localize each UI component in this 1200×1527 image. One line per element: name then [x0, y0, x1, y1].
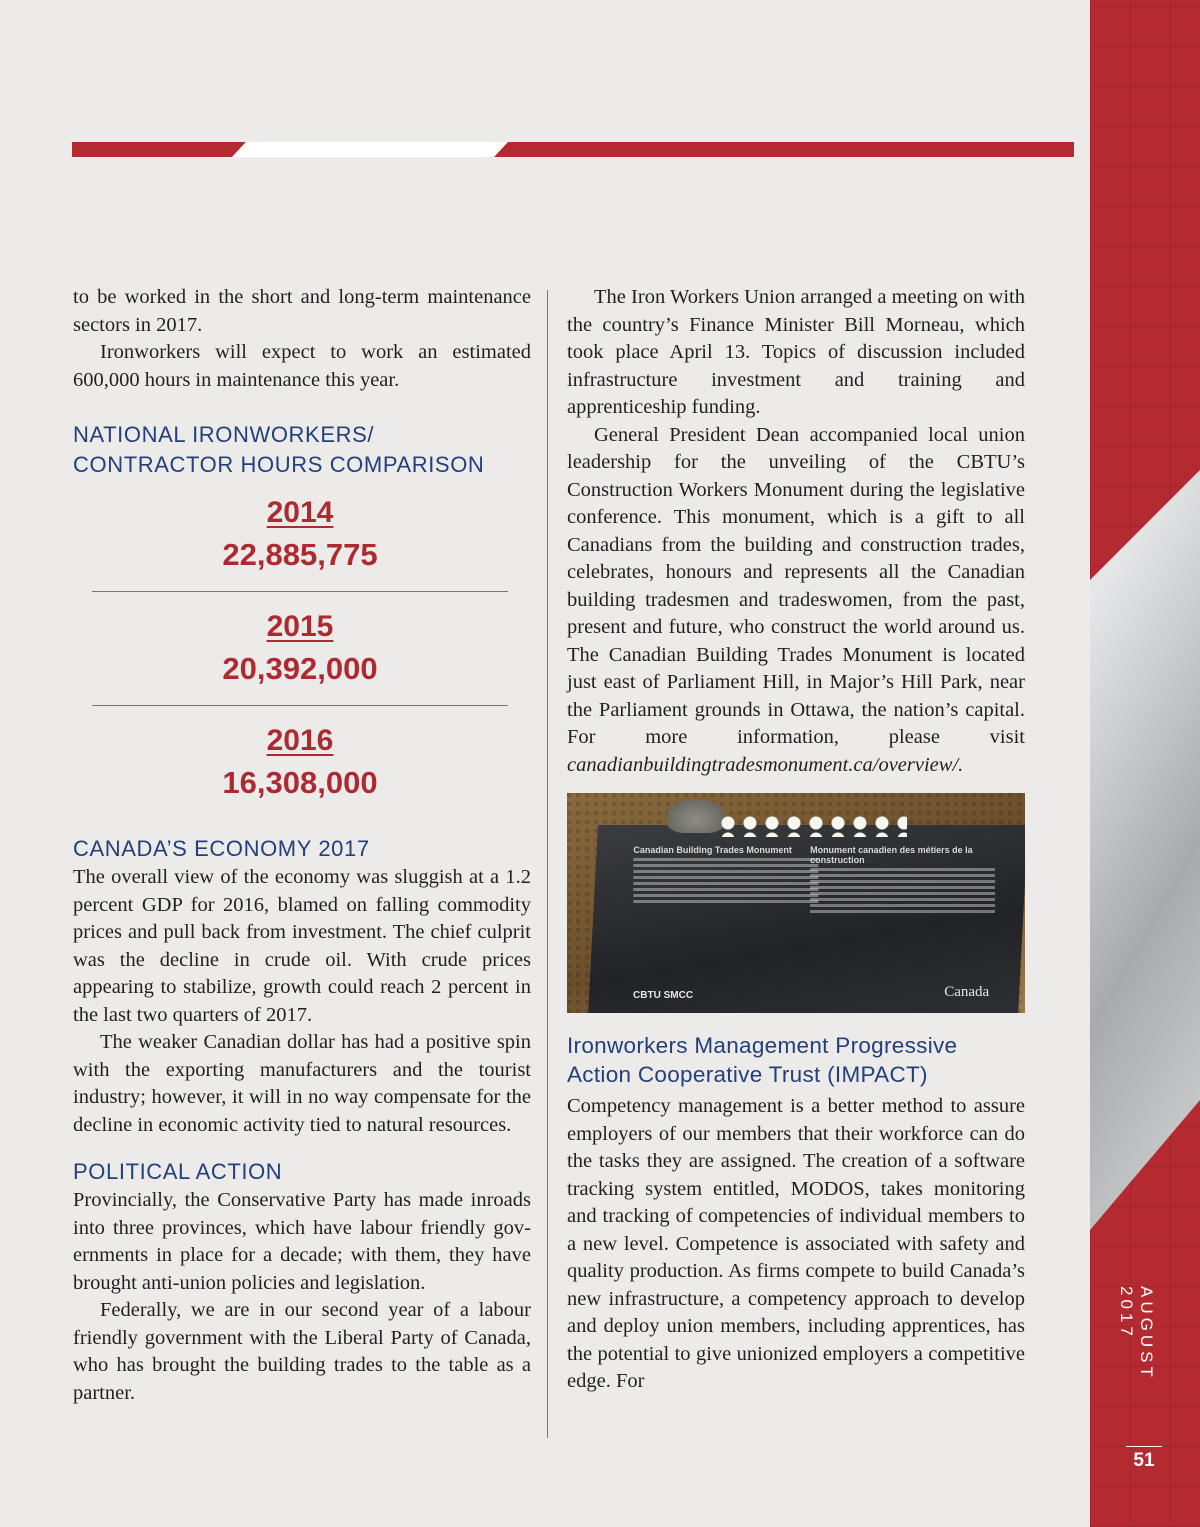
plaque-title: Monument canadien des métiers de la construction — [810, 845, 973, 865]
plaque-text-line — [810, 874, 995, 877]
plaque-text-french — [810, 845, 995, 916]
column-divider — [547, 290, 548, 1438]
page-number: 51 — [1133, 1450, 1155, 1471]
stat-block-2016 — [73, 720, 527, 804]
monument-link[interactable]: canadianbuildingtradesmonument.ca/overview/. — [567, 753, 964, 776]
plaque-text-line — [810, 910, 995, 913]
right-column — [567, 284, 1025, 1396]
economy-heading: CANADA’S ECONOMY 2017 — [73, 836, 370, 861]
stat-year: 2015 — [266, 610, 334, 643]
plaque-text-line — [633, 888, 818, 891]
plaque-text-line — [633, 876, 818, 879]
paragraph-text: General President Dean accompanied local union leadership for the unveiling of the CBTU’s Construction Workers Monument during the legislative conference. This monument, which is a gift to all Canadians from the building and construction trades, celebrates, honours and represents all the Canadian building tradesmen and tradeswomen, from the past, present and future, who construct the world around us. The Canadian Building Trades Monument is located just east of Parliament Hill, in Major’s Hill Park, near the Parliament grounds in Ottawa, the nation’s capital. For more information, please visit — [567, 423, 1025, 748]
paragraph: The Iron Workers Union arranged a meeting on with the country’s Finance Minister Bill Morneau, which took place April 13. Topics of discussion included infrastructure investment and training and apprenticeship funding. — [567, 286, 1025, 418]
plaque-text-line — [633, 882, 818, 885]
header-bar-segment — [72, 142, 246, 157]
page-number-rule — [1126, 1446, 1162, 1447]
plaque-text-english — [633, 845, 818, 906]
plaque-text-line — [810, 880, 995, 883]
stat-value: 22,885,775 — [222, 537, 378, 572]
stat-block-2015 — [73, 606, 527, 690]
plaque-text-line — [633, 900, 818, 903]
issue-date: AUGUST 2017 — [1117, 1286, 1156, 1381]
white-flowers — [717, 815, 907, 837]
impact-heading: Ironworkers Management Progressive Action Cooperative Trust (IMPACT) — [567, 1033, 958, 1087]
paragraph — [567, 422, 1025, 780]
paragraph: Federally, we are in our second year of a labour friendly government with the Liberal Party of Canada, who has brought the building trades to the table as a partner. — [73, 1299, 531, 1404]
paragraph: The weaker Canadian dollar has had a positive spin with the exporting manufacturers and the tourist industry; however, it will in no way compensate for the decline in economic activity tied to natural resources. — [73, 1031, 531, 1136]
paragraph: to be worked in the short and long-term maintenance sectors in 2017. — [73, 286, 531, 336]
plaque-text-line — [810, 868, 995, 871]
stat-year: 2014 — [266, 496, 334, 529]
stat-year: 2016 — [266, 724, 334, 757]
plaque-text-line — [633, 894, 818, 897]
hours-comparison — [73, 492, 527, 804]
plaque-text-line — [810, 898, 995, 901]
monument-photo — [567, 793, 1025, 1013]
paragraph: Provincially, the Conservative Party has made inroads into three provinces, which have labour friendly governments in place for a decade; with them, they have brought anti-union policies and legislation. — [73, 1189, 531, 1294]
stat-divider — [92, 705, 508, 706]
stat-value: 16,308,000 — [222, 765, 378, 800]
stat-block-2014 — [73, 492, 527, 576]
plaque-text-line — [810, 886, 995, 889]
header-bar-segment — [494, 142, 1074, 157]
stats-heading-line2: CONTRACTOR HOURS COMPARISON — [73, 452, 485, 477]
monument-plaque — [588, 825, 1025, 1013]
political-heading: POLITICAL ACTION — [73, 1159, 283, 1184]
plaque-text-line — [633, 870, 818, 873]
plaque-text-line — [810, 904, 995, 907]
paragraph: Competency management is a better method to assure employers of our members that their workforce can do the tasks they are assigned. The creation of a software tracking system entitled, MODOS, takes monitoring and tracking of competencies of individual members to a new level. Competence is associated with safety and quality production. As firms compete to build Canada’s new infrastructure, a competency approach to develop and deploy union members, including apprentices, has the potential to give unionized employers a competitive edge. For — [567, 1095, 1025, 1392]
paragraph: Ironworkers will expect to work an estimated 600,000 hours in maintenance this year. — [73, 341, 531, 391]
stat-value: 20,392,000 — [222, 651, 378, 686]
canada-wordmark: Canada — [944, 984, 990, 1000]
paragraph: The overall view of the economy was sluggish at a 1.2 percent GDP for 2016, blamed on falling commodity prices and pull back from investment. The chief culprit was the decline in crude oil. With crude prices appearing to stabilize, growth could reach 2 percent in the last two quarters of 2017. — [73, 866, 531, 1026]
left-column — [73, 284, 531, 1407]
plaque-text-line — [633, 858, 818, 861]
stat-divider — [92, 591, 508, 592]
cbtu-logo: CBTU SMCC — [633, 990, 694, 1001]
stats-heading-line1: NATIONAL IRONWORKERS/ — [73, 422, 375, 447]
plaque-text-line — [633, 864, 818, 867]
plaque-title: Canadian Building Trades Monument — [633, 845, 792, 855]
header-bar — [72, 142, 1074, 157]
plaque-text-line — [810, 892, 995, 895]
